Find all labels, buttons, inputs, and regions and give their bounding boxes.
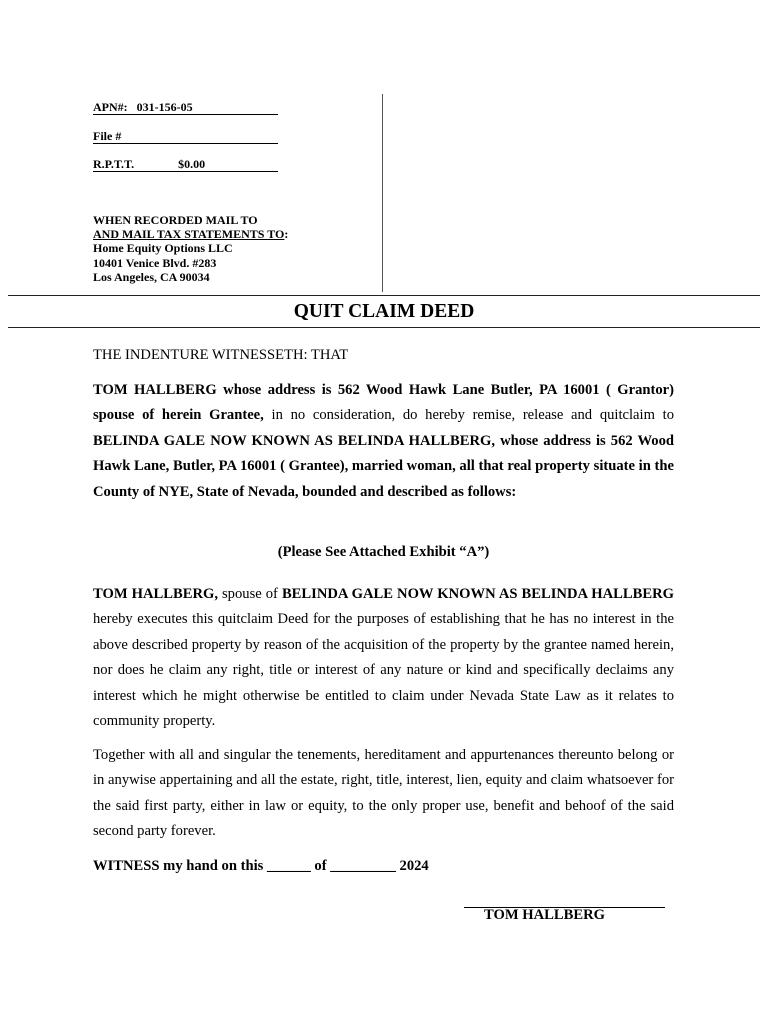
disclaimer-grantee: BELINDA GALE NOW KNOWN AS BELINDA HALLBERG [281,586,674,602]
grant-paragraph [93,378,674,505]
grant-clause: in no consideration, do hereby remise, release and quitclaim to [263,407,674,424]
rptt-label: R.P.T.T. [93,157,135,171]
disclaimer-spouse-of: spouse of [217,586,282,602]
title-top-rule [8,295,760,296]
disclaimer-grantor: TOM HALLBERG, [93,586,218,602]
signatory-name: TOM HALLBERG [484,907,605,923]
mail-to-line3: Home Equity Options LLC [93,241,233,256]
rptt-value: $0.00 [178,157,206,171]
mail-to-line5: Los Angeles, CA 90034 [93,269,210,284]
mail-to-block [93,213,288,284]
grantee-clause: BELINDA GALE NOW KNOWN AS BELINDA HALLBERG, whose address is 562 Wood Hawk Lane, Butler, PA 16001 ( Grantee), married woman, all that real property situate in the County of NYE, State of Nevada, bounded and described as follows: [93,432,674,500]
disclaimer-body: hereby executes this quitclaim Deed for the purposes of establishing that he has no interest in the above described property by reason of the acquisition of the property by the grantee named herein, nor does he claim any right, title or interest of any nature or kind and specifically declaims any interest which he might otherwise be entitled to claim under Nevada State Law as it relates to community property. [93,611,674,730]
header-vertical-divider [382,94,383,292]
habendum-paragraph: Together with all and singular the tenements, hereditament and appurtenances thereunto belong or in anywise appertaining and all the estate, right, title, interest, lien, equity and claim whatsoever for the said first party, either in law or equity, to the only proper use, benefit and behoof of the said second party forever. [93,747,674,840]
document-title: QUIT CLAIM DEED [293,301,475,322]
title-bottom-rule [8,327,760,328]
intro-line: THE INDENTURE WITNESSETH: THAT [93,347,349,363]
file-label: File # [93,129,122,143]
apn-value: 031-156-05 [136,100,193,114]
rptt-field [93,157,278,172]
witness-line: WITNESS my hand on this ______ of _________ 2024 [93,858,429,874]
exhibit-reference: (Please See Attached Exhibit “A”) [277,544,490,560]
apn-label: APN#: [93,100,128,114]
mail-to-line1: WHEN RECORDED MAIL TO [93,213,258,227]
mail-to-line2-suffix: : [284,227,289,242]
apn-field [93,100,278,115]
grantor-clause: TOM HALLBERG whose address is 562 Wood Hawk Lane Butler, PA 16001 ( Grantor) spouse of herein Grantee, [93,382,674,424]
file-field [93,129,278,144]
mail-to-line4: 10401 Venice Blvd. #283 [93,255,217,270]
mail-to-line2-text: AND MAIL TAX STATEMENTS TO [93,227,285,242]
mail-to-line2 [93,227,288,241]
disclaimer-paragraph [93,582,674,734]
